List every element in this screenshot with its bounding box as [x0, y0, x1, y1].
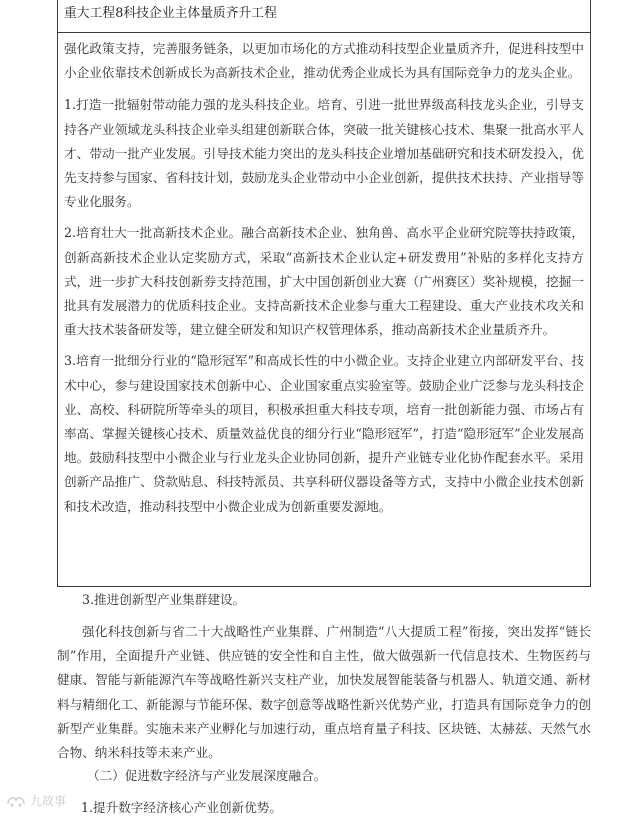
watermark-text: 九故事 — [30, 794, 67, 808]
box-item-3: 3.培育一批细分行业的“隐形冠军”和高成长性的中小微企业。支持企业建立内部研发平台、技术中心，参与建设国家技术创新中心、企业国家重点实验室等。鼓励企业广泛参与龙头科技企业、高校、科研院所等牵头的项目，积极承担重大科技专项，培育一批创新能力强、市场占有率高、掌握关键核心技术、质量效益优良的细分行业“隐形冠军”，打造“隐形冠军”企业发展高地。鼓励科技型中小微企业与行业龙头企业协同创新，提升产业链专业化协作配套水平。采用创新产品推广、贷款贴息、科技特派员、共享科研仪器设备等方式，支持中小微企业技术创新和技术改造，推动科技型中小微企业成为创新重要发源地。 — [64, 353, 584, 514]
box-title: 重大工程8科技企业主体量质齐升工程 — [58, 0, 590, 33]
body-paragraph: 强化科技创新与省二十大战略性产业集群、广州制造“八大提质工程”衔接，突出发挥“链长制”作用，全面提升产业链、供应链的安全性和自主性，做大做强新一代信息技术、生物医药与健康、智能与新能源汽车等战略性新兴支柱产业，加快发展智能装备与机器人、轨道交通、新材料与精细化工、新能源与节能环保、数字创意等战略性新兴优势产业，打造具有国际竞争力的创新型产业集群。实施未来产业孵化与加速行动，重点培育量子科技、区块链、太赫兹、天然气水合物、纳米科技等未来产业。 — [57, 624, 591, 761]
watermark-logo-icon — [6, 794, 26, 808]
subsection-heading: （二）促进数字经济与产业发展深度融合。 — [87, 768, 327, 783]
section-1-heading: 1.提升数字经济核心产业创新优势。 — [81, 800, 282, 815]
box-body — [58, 33, 590, 519]
box-item-1: 1.打造一批辐射带动能力强的龙头科技企业。培育、引进一批世界级高科技龙头企业，引导支持各产业领域龙头科技企业牵头组建创新联合体，突破一批关键核心技术、集聚一批高水平人才、带动一批产业发展。引导技术能力突出的龙头科技企业增加基础研究和技术研发投入，优先支持参与国家、省科技计划，鼓励龙头企业带动中小企业创新，提供技术扶持、产业指导等专业化服务。 — [64, 97, 584, 210]
section-3-heading: 3.推进创新型产业集群建设。 — [82, 592, 246, 607]
box-intro: 强化政策支持，完善服务链条，以更加市场化的方式推动科技型企业量质齐升，促进科技型中小企业依靠技术创新成长为高新技术企业，推动优秀企业成长为具有国际竞争力的龙头企业。 — [64, 41, 584, 81]
watermark — [6, 793, 66, 809]
highlight-box — [57, 0, 591, 587]
box-item-2: 2.培育壮大一批高新技术企业。融合高新技术企业、独角兽、高水平企业研究院等扶持政策，创新高新技术企业认定奖励方式，采取“高新技术企业认定+研发费用”补贴的多样化支持方式，进一步扩大科技创新券支持范围，扩大中国创新创业大赛（广州赛区）奖补规模，挖掘一批具有发展潜力的优质科技企业。支持高新技术企业参与重大工程建设、重大产业技术攻关和重大技术装备研发等，建立健全研发和知识产权管理体系，推动高新技术企业量质齐升。 — [64, 225, 584, 338]
